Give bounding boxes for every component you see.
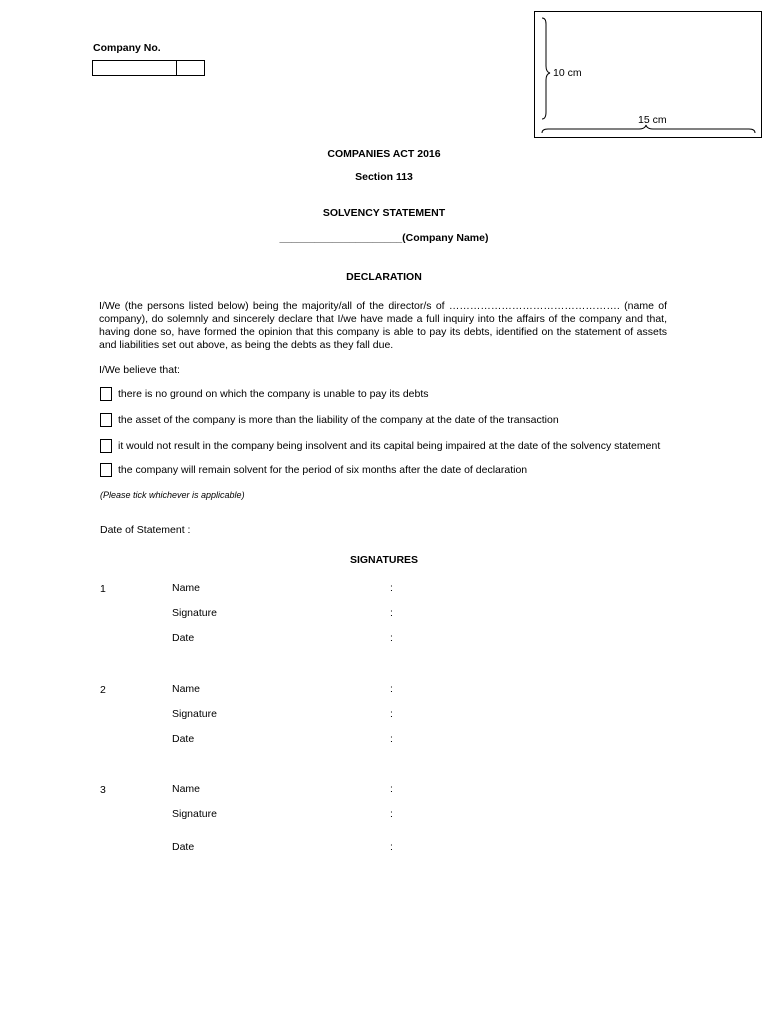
- colon: :: [390, 582, 393, 594]
- colon: :: [390, 808, 393, 820]
- colon: :: [390, 683, 393, 695]
- signatory-number: 3: [100, 784, 106, 796]
- name-label: Name: [172, 683, 201, 695]
- declaration-title: DECLARATION: [346, 271, 422, 283]
- declaration-paragraph: I/We (the persons listed below) being the majority/all of the director/s of …………………………………………. (name of company), do solemnly and sincerely declare that I/we have made a full inquiry into the affairs of the company and that, having done so, have formed the opinion that this company is able to pay its debts, identified on the statement of assets and liabilities set out above, as being the debts as they fall due.: [99, 300, 667, 351]
- signature-label: Signature: [172, 708, 217, 720]
- believe-intro: I/We believe that:: [99, 364, 180, 376]
- checkbox-label: the company will remain solvent for the period of six months after the date of declaration: [118, 464, 528, 476]
- photo-width-label: 15 cm: [638, 114, 667, 126]
- photo-height-label: 10 cm: [553, 67, 582, 79]
- date-label: Date: [172, 733, 195, 745]
- statement-title: SOLVENCY STATEMENT: [322, 207, 446, 219]
- colon: :: [390, 708, 393, 720]
- checkbox[interactable]: [100, 387, 112, 401]
- date-label: Date: [172, 841, 195, 853]
- section-title: Section 113: [355, 171, 413, 183]
- checkbox[interactable]: [100, 463, 112, 477]
- checkbox[interactable]: [100, 413, 112, 427]
- signatures-title: SIGNATURES: [349, 554, 419, 566]
- company-name-line: _____________________(Company Name): [279, 232, 489, 244]
- signatory-number: 1: [100, 583, 106, 595]
- act-title: COMPANIES ACT 2016: [327, 148, 441, 160]
- colon: :: [390, 783, 393, 795]
- signature-label: Signature: [172, 808, 217, 820]
- signature-label: Signature: [172, 607, 217, 619]
- tick-note: (Please tick whichever is applicable): [100, 490, 245, 500]
- date-of-statement: Date of Statement :: [100, 524, 191, 536]
- name-label: Name: [172, 582, 201, 594]
- checkbox-label: the asset of the company is more than the liability of the company at the date of the transaction: [118, 414, 559, 426]
- colon: :: [390, 733, 393, 745]
- name-label: Name: [172, 783, 201, 795]
- date-label: Date: [172, 632, 195, 644]
- signatory-number: 2: [100, 684, 106, 696]
- checkbox-label: it would not result in the company being insolvent and its capital being impaired at the date of the solvency statement: [118, 440, 661, 452]
- colon: :: [390, 841, 393, 853]
- colon: :: [390, 607, 393, 619]
- company-no-field[interactable]: [92, 60, 205, 76]
- company-no-label: Company No.: [93, 42, 161, 54]
- company-no-field-divider: [176, 61, 177, 75]
- checkbox-label: there is no ground on which the company is unable to pay its debts: [118, 388, 429, 400]
- checkbox[interactable]: [100, 439, 112, 453]
- colon: :: [390, 632, 393, 644]
